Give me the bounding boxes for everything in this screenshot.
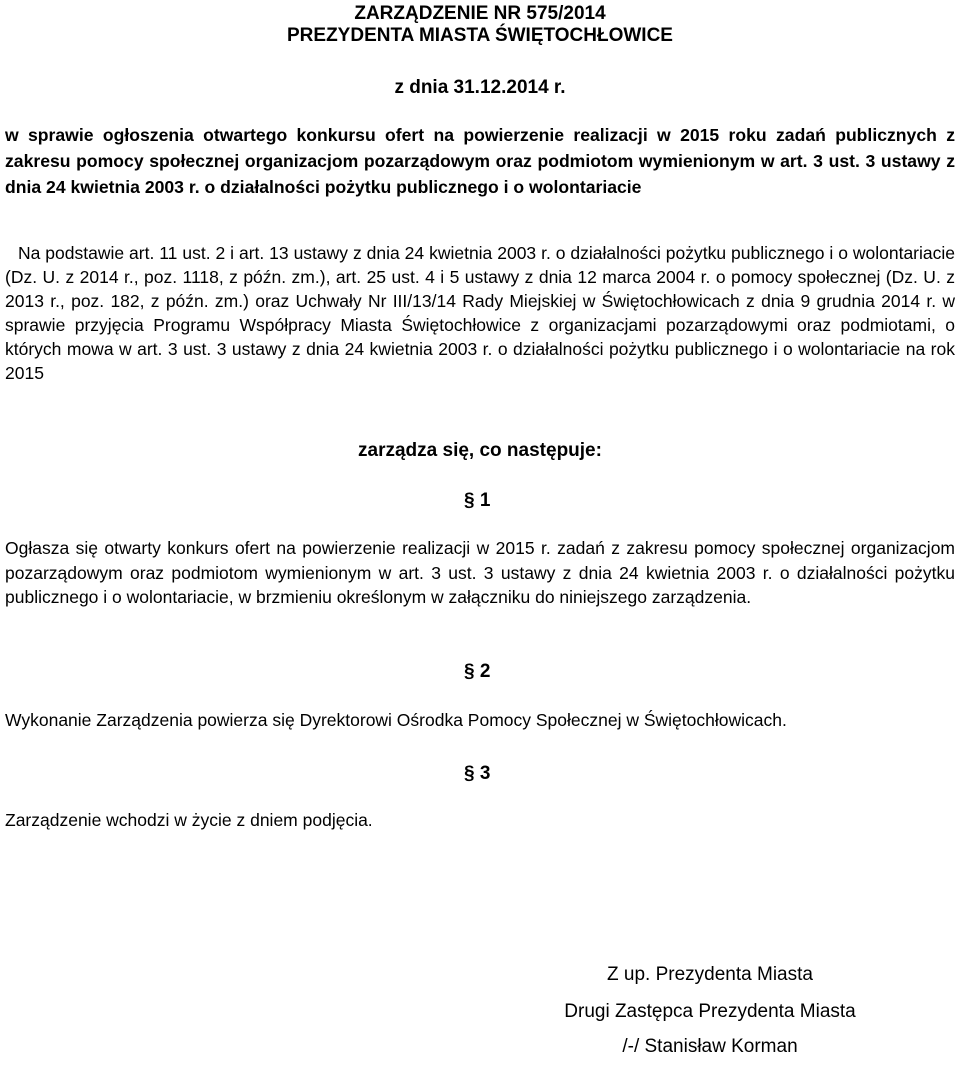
paragraph-text-1: Ogłasza się otwarty konkurs ofert na powierzenie realizacji w 2015 r. zadań z zakresu pomocy społecznej organizacjom pozarządowym oraz podmiotom wymienionym w art. 3 ust. 3 ustawy z dnia 24 kwietnia 2003 r. o działalności pożytku publicznego i o wolontariacie, w brzmieniu określonym w załączniku do niniejszego zarządzenia. — [5, 538, 955, 607]
paragraph-text-2: Wykonanie Zarządzenia powierza się Dyrektorowi Ośrodka Pomocy Społecznej w Świętochłowicach. — [5, 710, 787, 730]
document-date: z dnia 31.12.2014 r. — [394, 77, 566, 98]
legal-basis — [5, 241, 955, 385]
signature-line-2: Drugi Zastępca Prezydenta Miasta — [564, 1001, 856, 1022]
legal-basis-text: Na podstawie art. 11 ust. 2 i art. 13 ustawy z dnia 24 kwietnia 2003 r. o działalności pożytku publicznego i o wolontariacie (Dz. U. z 2014 r., poz. 1118, z późn. zm.), art. 25 ust. 4 i 5 ustawy z dnia 12 marca 2004 r. o pomocy społecznej (Dz. U. z 2013 r., poz. 182, z późn. zm.) oraz Uchwały Nr III/13/14 Rady Miejskiej w Świętochłowicach z dnia 9 grudnia 2014 r. w sprawie przyjęcia Programu Współpracy Miasta Świętochłowice z organizacjami pozarządowymi oraz podmiotami, o których mowa w art. 3 ust. 3 ustawy z dnia 24 kwietnia 2003 r. o działalności pożytku publicznego i o wolontariacie na rok 2015 — [5, 243, 955, 383]
document-subject: w sprawie ogłoszenia otwartego konkursu ofert na powierzenie realizacji w 2015 roku zadań publicznych z zakresu pomocy społecznej organizacjom pozarządowym oraz podmiotom wymienionym w art. 3 ust. 3 ustawy z dnia 24 kwietnia 2003 r. o działalności pożytku publicznego i o wolontariacie — [5, 125, 955, 197]
paragraph-text-3: Zarządzenie wchodzi w życie z dniem podjęcia. — [5, 810, 373, 830]
decree-heading: zarządza się, co następuje: — [358, 440, 602, 461]
issuer-title: PREZYDENTA MIASTA ŚWIĘTOCHŁOWICE — [287, 25, 673, 46]
paragraph-number-1: § 1 — [464, 490, 491, 511]
document-title: ZARZĄDZENIE NR 575/2014 — [354, 3, 606, 24]
paragraph-number-3: § 3 — [464, 763, 491, 784]
paragraph-number-2: § 2 — [464, 661, 491, 682]
signature-name: /-/ Stanisław Korman — [622, 1036, 798, 1057]
signature-line-1: Z up. Prezydenta Miasta — [607, 964, 813, 985]
